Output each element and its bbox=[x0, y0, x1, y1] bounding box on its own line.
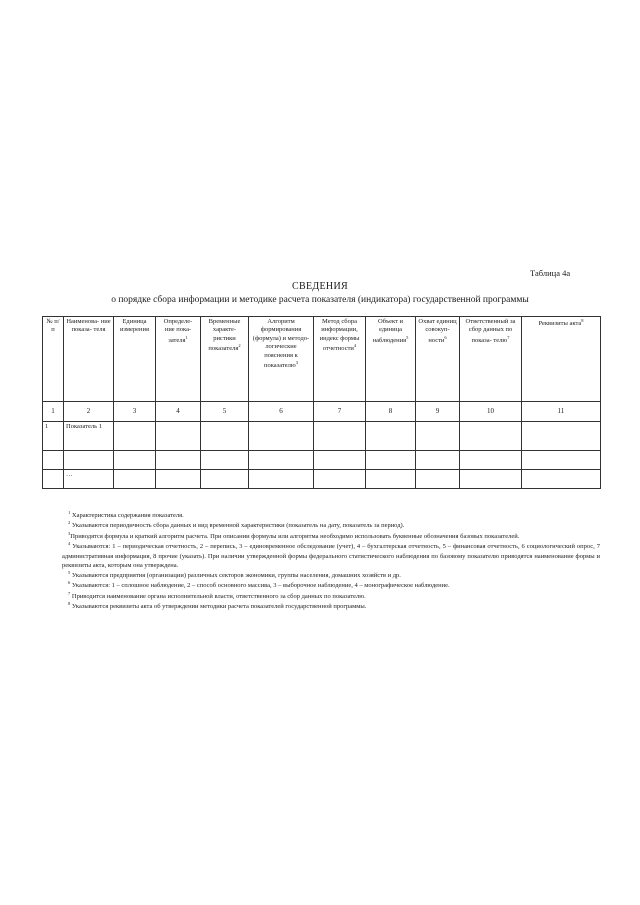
indicator-name-cell: … bbox=[64, 470, 114, 489]
table-cell bbox=[366, 470, 416, 489]
row-number-cell: 1 bbox=[43, 422, 64, 451]
table-cell bbox=[156, 470, 201, 489]
table-cell bbox=[201, 451, 249, 470]
table-cell bbox=[156, 451, 201, 470]
table-cell bbox=[249, 470, 314, 489]
column-header-definition: Определе- ние пока- зателя$^1$ bbox=[156, 317, 201, 402]
footnote: $^1$ Характеристика содержания показателя. bbox=[68, 510, 184, 520]
indicator-name-cell bbox=[64, 451, 114, 470]
table-number-label: Таблица 4а bbox=[530, 268, 571, 278]
table-cell bbox=[314, 470, 366, 489]
table-cell bbox=[522, 422, 601, 451]
document-title: СВЕДЕНИЯ bbox=[292, 281, 348, 292]
column-number: 2 bbox=[64, 402, 114, 422]
footnote: $^7$ Приводится наименование органа исполнительной власти, ответственного за сбор данных по показателю. bbox=[68, 590, 366, 600]
table-cell bbox=[114, 451, 156, 470]
column-number: 3 bbox=[114, 402, 156, 422]
column-header-responsible: Ответственный за сбор данных по показа- телю$^7$ bbox=[460, 317, 522, 402]
column-header-num: № п/п bbox=[43, 317, 64, 402]
row-number-cell bbox=[43, 470, 64, 489]
table-cell bbox=[416, 422, 460, 451]
table-cell bbox=[416, 451, 460, 470]
column-header-indicator-name: Наименова- ние показа- теля bbox=[64, 317, 114, 402]
table-cell bbox=[314, 422, 366, 451]
table-cell bbox=[416, 470, 460, 489]
column-header-observation-object: Объект и единица наблюдения$^5$ bbox=[366, 317, 416, 402]
table-cell bbox=[460, 470, 522, 489]
table-row bbox=[43, 470, 601, 489]
footnotes bbox=[62, 510, 600, 611]
column-number-row bbox=[43, 402, 601, 422]
table-cell bbox=[201, 422, 249, 451]
table-cell bbox=[249, 422, 314, 451]
table-cell bbox=[460, 451, 522, 470]
table-row bbox=[43, 451, 601, 470]
column-number: 5 bbox=[201, 402, 249, 422]
column-header-algorithm: Алгоритм формирования (формула) и методо- логические пояснения к показателю$^3$ bbox=[249, 317, 314, 402]
table-cell bbox=[366, 451, 416, 470]
indicator-name-cell: Показатель 1 bbox=[64, 422, 114, 451]
table-row bbox=[43, 422, 601, 451]
column-number: 6 bbox=[249, 402, 314, 422]
table-cell bbox=[114, 422, 156, 451]
column-header-time-characteristics: Временные характе- ристики показателя$^2$ bbox=[201, 317, 249, 402]
column-number: 10 bbox=[460, 402, 522, 422]
footnote: $^8$ Указываются реквизиты акта об утверждении методики расчета показателей государственной программы. bbox=[68, 601, 367, 611]
column-header-act-details: Реквизиты акта$^8$ bbox=[522, 317, 601, 402]
footnote: $^5$ Указываются предприятия (организации) различных секторов экономики, группы населения, домашних хозяйств и др. bbox=[68, 569, 401, 580]
footnote: $^2$ Указываются периодичность сбора данных и вид временной характеристики (показатель на дату, показатель за период). bbox=[68, 520, 405, 530]
column-header-collection-method: Метод сбора информации, индекс формы отчетности$^4$ bbox=[314, 317, 366, 402]
table-cell bbox=[460, 422, 522, 451]
column-number: 9 bbox=[416, 402, 460, 422]
table-cell bbox=[366, 422, 416, 451]
column-header-unit: Единица измерения bbox=[114, 317, 156, 402]
table-cell bbox=[522, 451, 601, 470]
document-subtitle: о порядке сбора информации и методике расчета показателя (индикатора) государственной программы bbox=[111, 295, 529, 305]
table-header-row bbox=[43, 317, 601, 402]
table-cell bbox=[114, 470, 156, 489]
column-number: 11 bbox=[522, 402, 601, 422]
row-number-cell bbox=[43, 451, 64, 470]
column-header-coverage: Охват единиц совокуп- ности$^6$ bbox=[416, 317, 460, 402]
table-cell bbox=[314, 451, 366, 470]
table-cell bbox=[249, 451, 314, 470]
footnote: $^4$ Указываются: 1 – периодическая отчетность, 2 – перепись, 3 – единовременное обследование (учет), 4 – бухгалтерская отчетность, 5 – финансовая отчетность, 6 социологический опрос, 7 административная информация, 8 прочие (указать). При наличии утвержденной формы федерального статистического наблюдения по базовому показателю приводятся наименование формы и реквизиты акта, которым она утверждена. bbox=[62, 541, 600, 569]
table-cell bbox=[201, 470, 249, 489]
column-number: 8 bbox=[366, 402, 416, 422]
table-cell bbox=[156, 422, 201, 451]
column-number: 4 bbox=[156, 402, 201, 422]
column-number: 1 bbox=[43, 402, 64, 422]
footnote: $^6$ Указываются: 1 – сплошное наблюдение, 2 – способ основного массива, 3 – выборочное наблюдение, 4 – монографическое наблюдение. bbox=[68, 580, 450, 590]
table-cell bbox=[522, 470, 601, 489]
indicator-methodology-table bbox=[42, 316, 601, 489]
footnote: $^3$Приводятся формула и краткий алгоритм расчета. При описании формулы или алгоритма необходимо использовать буквенные обозначения базовых показателей. bbox=[68, 530, 520, 540]
column-number: 7 bbox=[314, 402, 366, 422]
